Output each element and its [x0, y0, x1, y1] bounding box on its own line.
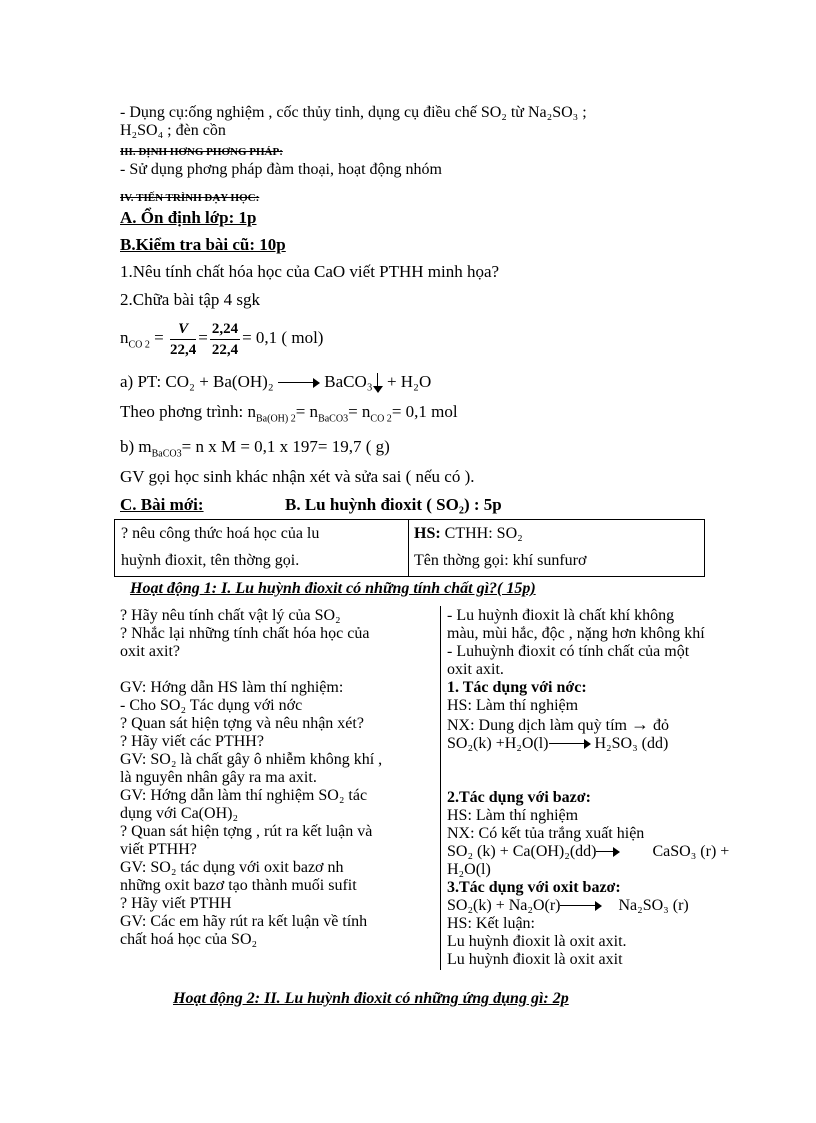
question-1: 1.Nêu tính chất hóa học của CaO viết PTHH minh họa? — [120, 262, 500, 281]
equation-oxide — [447, 897, 767, 915]
eq2-reactants: SO₂ (k) + Ca(OH)₂(dd) — [447, 843, 597, 860]
list-item: là nguyên nhân gây ra ma axit. — [120, 769, 317, 786]
activity-1-heading: Hoạt động 1: I. Lu huỳnh đioxit có những tính chất gì?( 15p) — [130, 580, 536, 597]
relation-end: = 0,1 mol — [391, 402, 458, 421]
list-item: NX: Có kết tủa trắng xuất hiện — [447, 825, 645, 842]
list-item: GV: SO₂ là chất gây ô nhiễm không khí , — [120, 751, 383, 768]
list-item: - Luhuỳnh đioxit có tính chất của một — [447, 643, 690, 660]
method-line: - Sử dụng phơng pháp đàm thoại, hoạt động nhóm — [120, 161, 442, 178]
list-item: ? Hãy nêu tính chất vật lý của SO₂ — [120, 607, 341, 624]
mass-label: b) m — [120, 437, 152, 456]
mass-sub: BaCO3 — [151, 448, 182, 460]
list-item: HS: Kết luận: — [447, 915, 535, 932]
relation-sub-2: BaCO3 — [318, 413, 349, 425]
list-item: Lu huỳnh đioxit là oxit axit. — [447, 933, 627, 950]
intro-table — [114, 519, 705, 577]
reaction-arrow-icon — [560, 901, 602, 911]
heading-a: A. Ổn định lớp: 1p — [120, 208, 257, 227]
teacher-note: GV gọi học sinh khác nhận xét và sửa sai ( nếu có ). — [120, 467, 475, 486]
list-item: ? Nhắc lại những tính chất hóa học của — [120, 625, 370, 642]
list-item: oxit axit? — [120, 643, 180, 660]
observation-1-end: đỏ — [652, 717, 669, 734]
list-item: Lu huỳnh đioxit là oxit axit — [447, 951, 623, 968]
equipment-line: - Dụng cụ:ống nghiệm , cốc thủy tinh, dụng cụ điều chế SO₂ từ Na₂SO₃ ; — [120, 104, 587, 121]
relation-mid-2: = n — [348, 402, 371, 421]
hs-label: HS: — [414, 525, 441, 542]
reactants: a) PT: CO₂ + Ba(OH)₂ — [120, 372, 274, 391]
list-item: dụng với Ca(OH)₂ — [120, 805, 239, 822]
reaction-arrow-icon — [278, 378, 320, 388]
relation-sub-3: CO 2 — [370, 413, 392, 425]
precipitate-arrow-icon — [373, 373, 383, 393]
list-item: GV: Hớng dẫn làm thí nghiệm SO₂ tác — [120, 787, 368, 804]
section-heading-process: IV. TIẾN TRÌNH DẠY HỌC: — [120, 192, 260, 204]
list-item: ? Quan sát hiện tợng , rút ra kết luận và — [120, 823, 373, 840]
heading-c: C. Bài mới: — [120, 495, 204, 514]
fraction-v-num: V — [170, 319, 196, 340]
list-item: oxit axit. — [447, 661, 504, 678]
mole-relation — [120, 403, 458, 428]
lesson-title: B. Lu huỳnh đioxit ( SO₂) : 5p — [285, 495, 502, 514]
heading-b: B.Kiểm tra bài cũ: 10p — [120, 235, 286, 254]
subheading-water: 1. Tác dụng với nớc: — [447, 679, 587, 696]
table-question-2: huỳnh đioxit, tên thờng gọi. — [121, 552, 300, 569]
eq1-reactants: SO₂(k) +H₂O(l) — [447, 735, 549, 752]
product: BaCO₃ — [324, 372, 373, 391]
observation-1-text: NX: Dung dịch làm quỳ tím — [447, 717, 627, 734]
list-item: ? Quan sát hiện tợng và nêu nhận xét? — [120, 715, 364, 732]
right-arrow-icon: → — [630, 714, 649, 734]
equipment-line-cont: H₂SO₄ ; đèn cồn — [120, 122, 226, 139]
student-column — [447, 607, 767, 969]
list-item: HS: Làm thí nghiệm — [447, 807, 579, 824]
fraction-v-den: 22,4 — [170, 341, 197, 358]
observation-1 — [447, 715, 767, 735]
table-common-name: Tên thờng gọi: khí sunfurơ — [414, 552, 587, 569]
list-item — [120, 661, 435, 679]
eq2-product-water: H₂O(l) — [447, 861, 491, 878]
hs-text: CTHH: SO₂ — [440, 525, 523, 542]
teacher-column — [120, 607, 435, 949]
reaction-arrow-icon — [596, 847, 620, 857]
reaction-equation — [120, 373, 431, 393]
n-subscript: CO 2 — [128, 339, 150, 351]
list-item: - Lu huỳnh đioxit là chất khí không — [447, 607, 675, 624]
section-heading-method: III. ĐỊNH HƠNG PHƠNG PHÁP: — [120, 146, 283, 158]
list-item: ? Hãy viết các PTHH? — [120, 733, 264, 750]
reaction-arrow-icon — [549, 739, 591, 749]
list-item: GV: Hớng dẫn HS làm thí nghiệm: — [120, 679, 344, 696]
fraction-value-den: 22,4 — [211, 341, 239, 358]
n-symbol: n — [120, 328, 129, 347]
subheading-base: 2.Tác dụng với bazơ: — [447, 789, 591, 806]
list-item: GV: SO₂ tác dụng với oxit bazơ nh — [120, 859, 344, 876]
equals-sign: = — [154, 328, 164, 347]
mass-result: = n x M = 0,1 x 197= 19,7 ( g) — [181, 437, 390, 456]
list-item: màu, mùi hắc, độc , nặng hơn không khí — [447, 625, 705, 642]
list-item: những oxit bazơ tạo thành muối sufit — [120, 877, 357, 894]
mole-result: = 0,1 ( mol) — [242, 328, 324, 347]
table-answer — [414, 525, 523, 543]
eq1-product: H₂SO₃ (dd) — [594, 735, 669, 752]
list-item: GV: Các em hãy rút ra kết luận về tính — [120, 913, 368, 930]
relation-text: Theo phơng trình: n — [120, 402, 256, 421]
list-item: HS: Làm thí nghiệm — [447, 697, 579, 714]
eq2-product: CaSO₃ (r) + — [652, 843, 730, 860]
eq3-product: Na₂SO₃ (r) — [618, 897, 689, 914]
list-item: viết PTHH? — [120, 841, 197, 858]
list-item: chất hoá học của SO₂ — [120, 931, 258, 948]
table-divider — [408, 520, 409, 576]
list-item: ? Hãy viết PTHH — [120, 895, 232, 912]
fraction-value — [210, 319, 240, 360]
eq3-reactants: SO₂(k) + Na₂O(r) — [447, 897, 561, 914]
question-2: 2.Chữa bài tập 4 sgk — [120, 290, 261, 309]
relation-sub-1: Ba(OH) 2 — [256, 413, 296, 425]
fraction-value-num: 2,24 — [210, 319, 240, 340]
activity-2-heading: Hoạt động 2: II. Lu huỳnh đioxit có những ứng dụng gì: 2p — [173, 990, 569, 1007]
product-water: + H₂O — [386, 372, 432, 391]
equation-base — [447, 843, 767, 861]
column-divider — [440, 606, 441, 970]
mole-calculation — [120, 316, 323, 367]
subheading-basic-oxide: 3.Tác dụng với oxit bazơ: — [447, 879, 621, 896]
relation-mid-1: = n — [295, 402, 319, 421]
equation-water — [447, 735, 767, 753]
table-question-1: ? nêu công thức hoá học của lu — [121, 525, 320, 542]
list-item: - Cho SO₂ Tác dụng với nớc — [120, 697, 303, 714]
fraction-v — [170, 319, 196, 360]
equals-sign-2: = — [198, 328, 208, 347]
mass-calculation — [120, 438, 390, 463]
